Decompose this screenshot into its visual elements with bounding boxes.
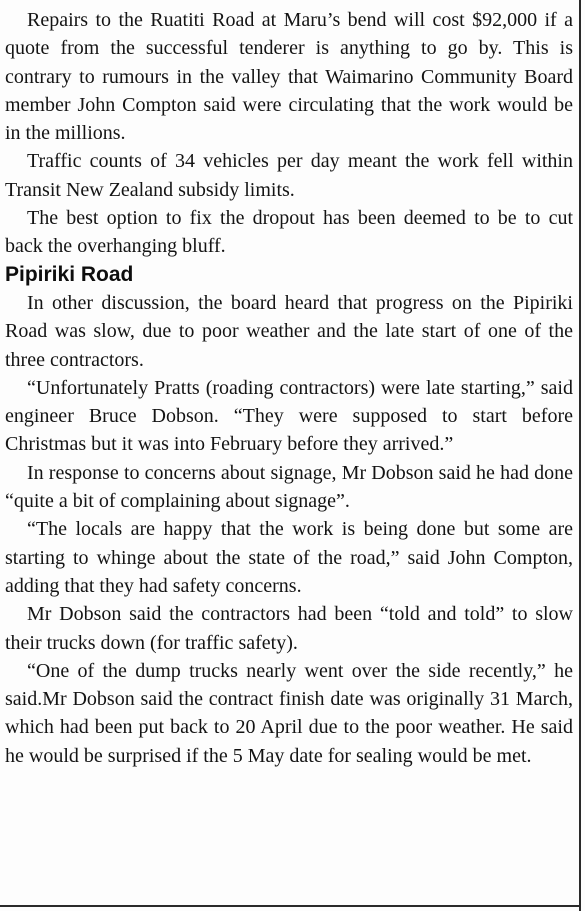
paragraph-signage: In response to concerns about signage, Mr Dobson said he had done “quite a bit of complaining about signage”.: [5, 461, 573, 513]
paragraph-traffic-counts: Traffic counts of 34 vehicles per day meant the work fell within Transit New Zealand subsidy limits.: [5, 150, 573, 201]
paragraph-dump-trucks: “One of the dump trucks nearly went over the side recently,” he said.Mr Dobson said the contract finish date was originally 31 March, which had been put back to 20 April due to the poor weather. He said he would be surprised if the 5 May date for sealing would be met.: [5, 659, 573, 767]
paragraph-ruatiti-repairs: Repairs to the Ruatiti Road at Maru’s bend will cost $92,000 if a quote from the successful tenderer is anything to go by. This is contrary to rumours in the valley that Waimarino Community Board member John Compton said were circulating that the work would be in the millions.: [5, 9, 573, 145]
subheading-pipiriki-road: Pipiriki Road: [5, 262, 134, 286]
article-column: [5, 6, 573, 770]
paragraph-best-option: The best option to fix the dropout has been deemed to be to cut back the overhanging bluff.: [5, 207, 573, 258]
column-border-bottom: [0, 905, 581, 907]
paragraph-told-and-told: Mr Dobson said the contractors had been “told and told” to slow their trucks down (for traffic safety).: [5, 603, 573, 654]
paragraph-pratts-late: “Unfortunately Pratts (roading contractors) were late starting,” said engineer Bruce Dobson. “They were supposed to start before Christmas but it was into February before they arrived.”: [5, 376, 573, 456]
paragraph-progress-slow: In other discussion, the board heard that progress on the Pipiriki Road was slow, due to poor weather and the late start of one of the three contractors.: [5, 291, 573, 371]
paragraph-locals-happy: “The locals are happy that the work is being done but some are starting to whinge about the state of the road,” said John Compton, adding that they had safety concerns.: [5, 518, 573, 597]
column-border-right: [579, 0, 581, 911]
